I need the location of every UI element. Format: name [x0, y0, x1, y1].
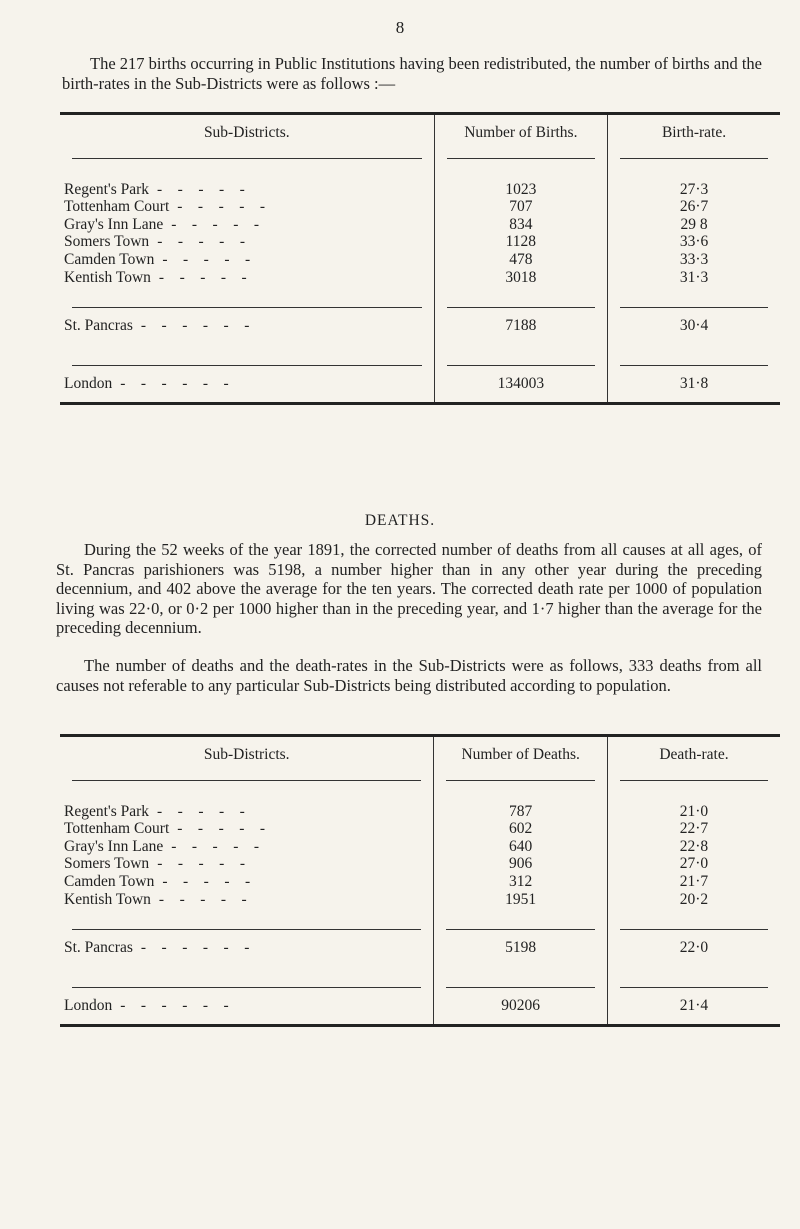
district-name: St. Pancras — [64, 939, 133, 957]
death-rate: 22·0 — [607, 930, 780, 966]
birth-rate: 30·4 — [608, 308, 780, 344]
birth-rate: 27·3 — [608, 181, 780, 199]
table-row-london: London - - - - - - 134003 31·8 — [60, 366, 780, 404]
table-row-st-pancras: St. Pancras - - - - - - 5198 22·0 — [60, 930, 780, 966]
births-count: 3018 — [434, 269, 608, 287]
birth-rate: 33·6 — [608, 233, 780, 251]
district-name: Camden Town — [64, 872, 155, 890]
births-intro: The 217 births occurring in Public Institutions having been redistributed, the number of births and the birth-rates in the Sub-Districts were as follows :— — [62, 54, 762, 93]
district-name: Somers Town — [64, 233, 150, 251]
deaths-count: 906 — [434, 855, 607, 873]
header-sub-districts: Sub-Districts. — [203, 746, 290, 763]
deaths-paragraph-2: The number of deaths and the death-rates in the Sub-Districts were as follows, 333 deaths from all causes not referable to any particular Sub-Districts being distributed according to population. — [56, 656, 762, 695]
table-row: Camden Town - - - - - 312 21·7 — [60, 873, 780, 891]
birth-rate: 31·3 — [608, 269, 780, 287]
table-row: Tottenham Court - - - - - 707 26·7 — [60, 198, 780, 216]
deaths-paragraph-1: During the 52 weeks of the year 1891, the corrected number of deaths from all causes at all ages, of St. Pancras parishioners was 5198, a number higher than in any other year during the preceding decennium, and 402 above the average for the ten years. The corrected death rate per 1000 of population living was 22·0, or 0·2 per 1000 higher than in the preceding year, and 1·7 higher than the average for the preceding decennium. — [56, 540, 762, 637]
district-name: Kentish Town — [64, 268, 151, 286]
district-name: Tottenham Court — [64, 198, 170, 216]
death-rate: 21·7 — [607, 873, 780, 891]
district-name: Somers Town — [64, 855, 150, 873]
table-row: Kentish Town - - - - - 3018 31·3 — [60, 269, 780, 287]
births-count: 1023 — [434, 181, 608, 199]
district-name: Regent's Park — [64, 802, 150, 820]
births-table-header — [60, 114, 780, 154]
births-count: 707 — [434, 198, 608, 216]
birth-rate: 31·8 — [608, 366, 780, 404]
district-name: Regent's Park — [64, 180, 150, 198]
birth-rate: 29 8 — [608, 216, 780, 234]
births-count: 134003 — [434, 366, 608, 404]
header-number-of-births: Number of Births. — [434, 114, 608, 154]
death-rate: 21·0 — [607, 803, 780, 821]
death-rate: 21·4 — [607, 988, 780, 1026]
district-name: London — [64, 997, 113, 1015]
header-birth-rate: Birth-rate. — [608, 114, 780, 154]
table-row: Tottenham Court - - - - - 602 22·7 — [60, 820, 780, 838]
district-name: Kentish Town — [64, 890, 151, 908]
deaths-count: 602 — [434, 820, 607, 838]
district-name: Gray's Inn Lane — [64, 837, 164, 855]
district-name: London — [64, 375, 113, 393]
deaths-count: 787 — [434, 803, 607, 821]
table-row: Somers Town - - - - - 1128 33·6 — [60, 233, 780, 251]
header-death-rate: Death-rate. — [607, 736, 780, 776]
births-count: 478 — [434, 251, 608, 269]
header-number-of-deaths: Number of Deaths. — [434, 736, 607, 776]
table-row: Regent's Park - - - - - 1023 27·3 — [60, 181, 780, 199]
table-row-st-pancras: St. Pancras - - - - - - 7188 30·4 — [60, 308, 780, 344]
table-row: Regent's Park - - - - - 787 21·0 — [60, 803, 780, 821]
death-rate: 22·8 — [607, 838, 780, 856]
deaths-count: 5198 — [434, 930, 607, 966]
district-name: Tottenham Court — [64, 820, 170, 838]
deaths-count: 640 — [434, 838, 607, 856]
district-name: Camden Town — [64, 250, 155, 268]
table-row-london: London - - - - - - 90206 21·4 — [60, 988, 780, 1026]
death-rate: 22·7 — [607, 820, 780, 838]
birth-rate: 26·7 — [608, 198, 780, 216]
deaths-table-header — [60, 736, 780, 776]
births-table — [60, 112, 780, 405]
district-name: Gray's Inn Lane — [64, 215, 164, 233]
deaths-count: 1951 — [434, 891, 607, 909]
births-count: 7188 — [434, 308, 608, 344]
birth-rate: 33·3 — [608, 251, 780, 269]
births-count: 1128 — [434, 233, 608, 251]
page-number: 8 — [395, 18, 405, 37]
table-row: Gray's Inn Lane - - - - - 640 22·8 — [60, 838, 780, 856]
death-rate: 20·2 — [607, 891, 780, 909]
table-row: Gray's Inn Lane - - - - - 834 29 8 — [60, 216, 780, 234]
deaths-table — [60, 734, 780, 1027]
death-rate: 27·0 — [607, 855, 780, 873]
district-name: St. Pancras — [64, 317, 133, 335]
table-row: Kentish Town - - - - - 1951 20·2 — [60, 891, 780, 909]
header-sub-districts: Sub-Districts. — [203, 124, 290, 141]
table-row: Somers Town - - - - - 906 27·0 — [60, 855, 780, 873]
deaths-count: 90206 — [434, 988, 607, 1026]
table-row: Camden Town - - - - - 478 33·3 — [60, 251, 780, 269]
deaths-heading: DEATHS. — [364, 512, 436, 529]
deaths-count: 312 — [434, 873, 607, 891]
births-count: 834 — [434, 216, 608, 234]
